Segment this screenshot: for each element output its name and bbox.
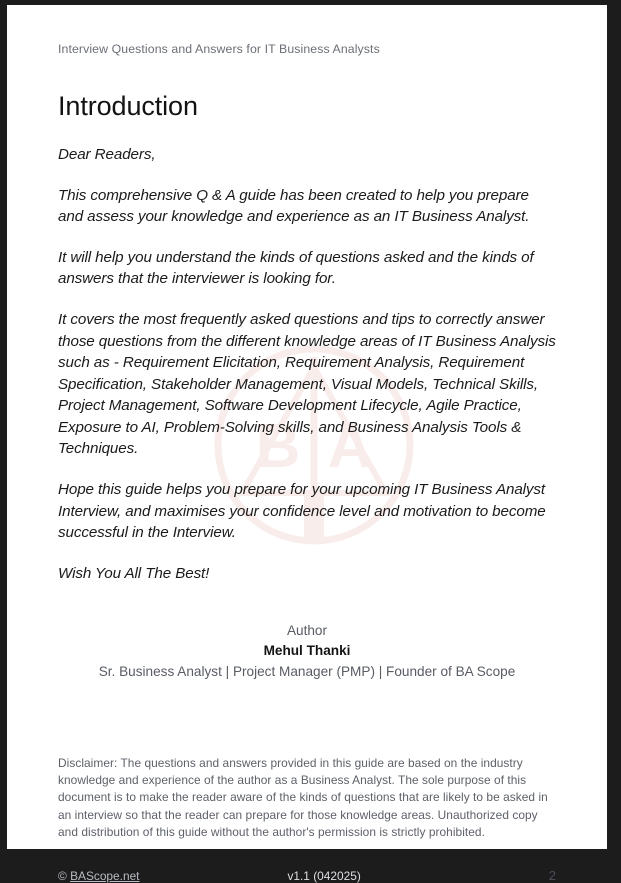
footer-copyright	[58, 869, 140, 883]
document-page	[7, 5, 607, 883]
svg-text:A: A	[327, 412, 373, 481]
footer-page-number: 2	[548, 868, 556, 883]
footer-version: v1.1 (042025)	[287, 869, 361, 883]
author-label: Author	[286, 623, 328, 639]
paragraph-salutation: Dear Readers,	[58, 146, 156, 164]
page-content	[7, 5, 607, 883]
bascope-link[interactable]: BAScope.net	[70, 869, 140, 883]
page-title: Introduction	[58, 90, 198, 121]
page-footer	[58, 841, 556, 883]
introduction-body	[58, 122, 556, 584]
author-block	[58, 584, 556, 682]
author-credentials: Sr. Business Analyst | Project Manager (PMP) | Founder of BA Scope	[98, 664, 516, 680]
paragraph-help: It will help you understand the kinds of questions asked and the kinds of answers that the interviewer is looking for.	[58, 248, 534, 288]
svg-text:B: B	[255, 412, 301, 481]
paragraph-closing: Wish You All The Best!	[58, 564, 210, 582]
paragraph-coverage: It covers the most frequently asked questions and tips to correctly answer those questions from the different knowledge areas of IT Business Analysis such as - Requirement Elicitation, Requirement Analysis, Requirement Specification, Stakeholder Management, Visual Models, Technical Skills, Project Management, Software Development Lifecycle, Agile Practice, Exposure to AI, Problem-Solving skills, and Business Analysis Tools & Techniques.	[58, 310, 556, 458]
author-name: Mehul Thanki	[263, 642, 351, 658]
paragraph-hope: Hope this guide helps you prepare for your upcoming IT Business Analyst Interview, and maximises your confidence level and motivation to become successful in the Interview.	[58, 480, 546, 542]
disclaimer-text: Disclaimer: The questions and answers provided in this guide are based on the industry knowledge and experience of the author as a Business Analyst. The sole purpose of this document is to make the reader aware of the kinds of questions that are likely to be asked in an interview so that the reader can prepare for those knowledge areas. Unauthorized copy and distribution of this guide without the author's permission is strictly prohibited.	[58, 755, 548, 839]
running-head: Interview Questions and Answers for IT Business Analysts	[58, 42, 380, 56]
paragraph-purpose: This comprehensive Q & A guide has been created to help you prepare and assess your knowledge and experience as an IT Business Analyst.	[58, 186, 530, 226]
copyright-icon: ©	[58, 869, 67, 883]
